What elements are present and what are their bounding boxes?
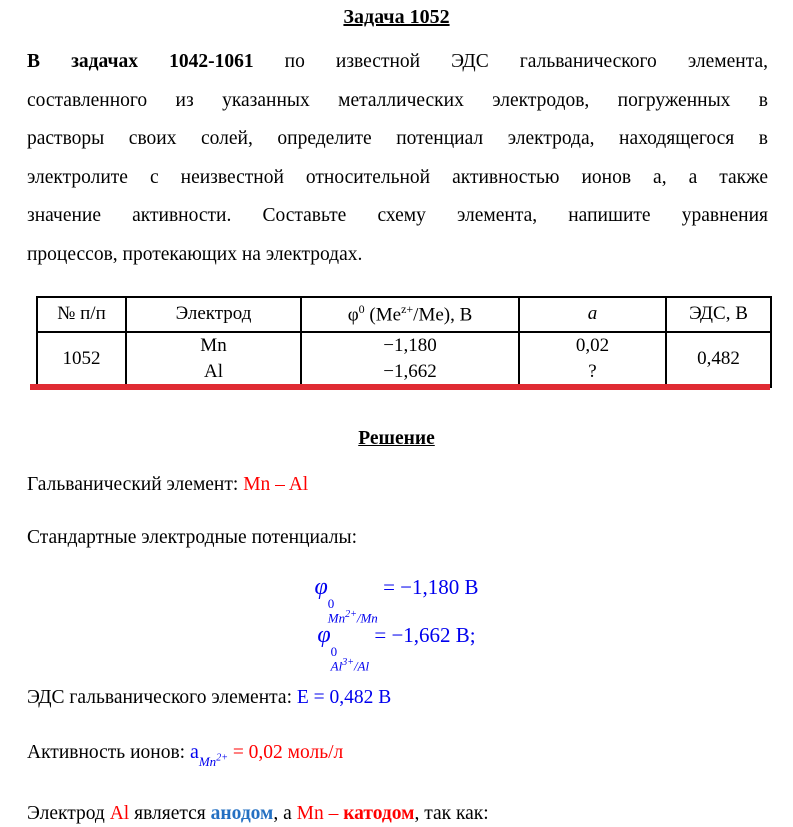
potential-formulas xyxy=(0,567,793,674)
problem-lead-bold: В задачах 1042-1061 xyxy=(27,51,254,72)
text-part: , так как: xyxy=(414,802,489,824)
cell-emf: 0,482 xyxy=(666,332,771,387)
phi-symbol: φ xyxy=(347,304,359,326)
header-num: № п/п xyxy=(37,297,126,332)
formula-phi-al xyxy=(0,615,793,674)
table-header-row xyxy=(37,297,771,332)
header-emf: ЭДС, В xyxy=(666,297,771,332)
galvanic-value: Mn – Al xyxy=(243,473,309,495)
galvanic-label: Гальванический элемент: xyxy=(27,473,244,495)
page-title: Задача 1052 xyxy=(343,6,450,28)
text-part: , а xyxy=(273,802,297,824)
phi-sub xyxy=(331,658,369,673)
phi-tail: /Me), В xyxy=(413,304,473,326)
header-electrode: Электрод xyxy=(126,297,301,332)
galvanic-element-line xyxy=(27,472,793,498)
al-electrode: Al xyxy=(109,802,130,824)
activity-subscript xyxy=(199,754,228,769)
phi-zsup: z+ xyxy=(401,301,414,316)
phi-sub-tail: /Al xyxy=(353,658,370,674)
problem-line: составленного из указанных металлических электродов, погруженных в xyxy=(27,89,768,111)
text-part: является xyxy=(129,802,211,824)
activity-symbol: a xyxy=(189,740,199,763)
cathode-word: катодом xyxy=(343,802,415,824)
formula-value: = −1,662 В; xyxy=(369,622,476,647)
problem-line: процессов, протекающих на электродах. xyxy=(27,243,363,265)
header-activity: a xyxy=(519,297,666,332)
problem-line-text: по известной ЭДС гальванического элемента, xyxy=(253,51,769,72)
document-page xyxy=(0,4,793,824)
electrode-1: Mn xyxy=(200,335,227,357)
phi-sub-charge: 2+ xyxy=(345,609,357,621)
phi-sup: 0 xyxy=(327,595,335,611)
activity-label: Активность ионов: xyxy=(27,741,190,763)
phi-symbol: φ xyxy=(317,621,331,648)
cell-problem-number: 1052 xyxy=(37,332,126,387)
electrode-2: Al xyxy=(204,361,223,383)
cell-electrodes xyxy=(126,332,301,387)
results-table xyxy=(36,296,772,388)
emf-line xyxy=(27,685,793,711)
table-data-row xyxy=(37,332,771,387)
phi-sub-tail: /Mn xyxy=(356,610,378,626)
formula-phi-mn xyxy=(0,567,793,626)
header-phi xyxy=(301,297,519,332)
potential-1: −1,180 xyxy=(383,335,437,357)
phi-sub-metal: Mn xyxy=(327,610,346,626)
problem-line xyxy=(27,43,768,82)
problem-line: растворы своих солей, определите потенциал электрода, находящегося в xyxy=(27,128,768,150)
emf-value: E = 0,482 В xyxy=(296,686,392,708)
solution-heading: Решение xyxy=(358,427,435,449)
problem-line: значение активности. Составьте схему элемента, напишите уравнения xyxy=(27,205,768,227)
phi-sup: 0 xyxy=(330,643,338,659)
formula-value: = −1,180 В xyxy=(377,574,479,599)
standard-potentials-line: Стандартные электродные потенциалы: xyxy=(27,526,358,548)
phi-symbol: φ xyxy=(314,573,328,600)
activity-value: = 0,02 моль/л xyxy=(227,741,344,763)
phi-supsub xyxy=(331,645,369,674)
activity-2: ? xyxy=(588,361,597,383)
phi-mid: (Me xyxy=(364,304,402,326)
cell-potentials xyxy=(301,332,519,387)
phi-sub-metal: Al xyxy=(330,658,343,674)
activity-1: 0,02 xyxy=(575,335,610,357)
mn-electrode: Mn – xyxy=(296,802,344,824)
emf-label: ЭДС гальванического элемента: xyxy=(27,686,297,708)
activity-sub-charge: 2+ xyxy=(216,752,228,764)
text-part: Электрод xyxy=(27,802,110,824)
anode-word: анодом xyxy=(210,802,274,824)
electrode-roles-line xyxy=(27,801,793,827)
problem-paragraph xyxy=(27,43,768,275)
problem-line: электролите с неизвестной относительной активностью ионов а, а также xyxy=(27,166,768,188)
phi-sub-charge: 3+ xyxy=(342,657,354,669)
cell-activity xyxy=(519,332,666,387)
activity-sub-metal: Mn xyxy=(198,753,217,769)
potential-2: −1,662 xyxy=(383,361,437,383)
activity-line xyxy=(27,739,793,775)
phi-sup: 0 xyxy=(358,301,365,316)
